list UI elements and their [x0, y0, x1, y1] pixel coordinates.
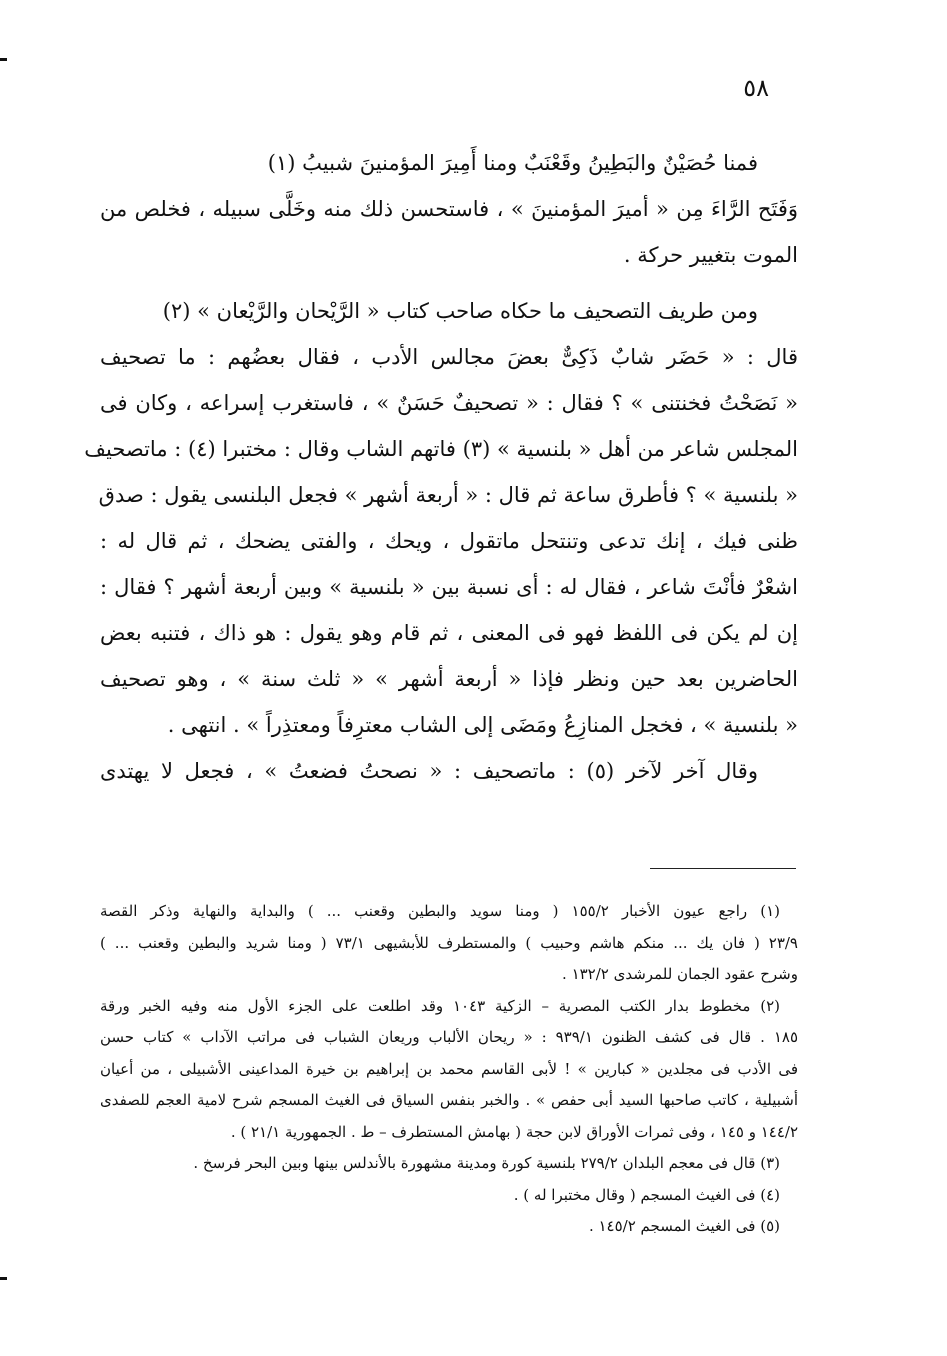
text-line: « نَصَحْتُ فخنتنى » ؟ فقال : « تصحيفٌ حَسَنٌ » ، فاستغرب إسراعه ، وكان فى	[100, 391, 798, 415]
footnote-line: فى الأدب فى مجلدين « كبارين » ! لأبى القاسم محمد بن إبراهيم بن خيرة المداعينى الأشبيلى ، من أعيان	[100, 1059, 798, 1078]
footnote-line: أشبيلية ، كاتب صاحبها السيد أبى حفص » . والخبر بنفس السياق فى الغيث المسجم شرح لامية العجم للصفدى	[100, 1091, 798, 1109]
footnote-line: (٥) فى الغيث المسجم ١٤٥/٢ .	[588, 1217, 780, 1235]
footnote-line: ١٤٤/٢ و ١٤٥ ، وفى ثمرات الأوراق لابن حجة ( بهامش المستطرف – ط . الجمهورية ٢١/١ ) .	[230, 1122, 798, 1141]
text-line: المجلس شاعر من أهل « بلنسية » (٣) فاتهم الشاب وقال : مختبرا (٤) : ماتصحيف	[84, 437, 798, 461]
text-line: ظنى فيك ، إنك تدعى وتنتحل ماتقول ، ويحك ، والفتى يضحك ، ثم قال له :	[100, 529, 798, 553]
margin-mark-top	[0, 58, 7, 61]
footnote-line: ١٨٥ . قال فى كشف الظنون ٩٣٩/١ : « ريحان الألباب وريعان الشباب فى مراتب الآداب » كتاب حسن	[100, 1028, 798, 1046]
text-line: ومن طريف التصحيف ما حكاه صاحب كتاب « الرَّيْحان والرَّيْعان » (٢)	[162, 299, 758, 323]
footnote-line: ٢٣/٩ ( فان يك ... منكم هاشم وحبيب ) والمستطرف للأبشيهى ٧٣/١ ( ومنا شريد والبطين وقعنب ... )	[100, 933, 798, 952]
text-line: قال : « حَضَر شابٌ ذَكِىٌّ بعضَ مجالس الأدب ، فقال بعضُهم : ما تصحيف	[100, 345, 798, 369]
footnote-line: (١) راجع عيون الأخبار ١٥٥/٢ ( ومنا سويد والبطين وقعنب ... ) والبداية والنهاية وذكر القصة	[100, 902, 780, 920]
text-line: اشعْرٌ فأنْتَ شاعر ، فقال له : أى نسبة بين « بلنسية » وبين أربعة أشهر ؟ فقال :	[100, 575, 798, 599]
text-line: « بلنسية » ؟ فأطرق ساعة ثم قال : « أربعة أشهر » فجعل البلنسى يقول : صدق	[98, 483, 798, 507]
footnote-separator	[650, 868, 796, 869]
page-number: ٥٨	[743, 74, 769, 102]
text-line: الموت بتغيير حركة .	[623, 243, 798, 267]
footnote-line: (٣) قال فى معجم البلدان ٢٧٩/٢ بلنسية كورة ومدينة مشهورة بالأندلس بينها وبين البحر فرسخ .	[193, 1154, 780, 1172]
footnote-line: (٤) فى الغيث المسجم ( وقال مختبرا له ) .	[513, 1185, 780, 1204]
text-line: إن لم يكن فى اللفظ فهو فى المعنى ، ثم قام وهو يقول : هو ذاك ، فتنبه بعض	[100, 621, 798, 645]
text-line: فمنا حُصَيْنٌ والبَطِينُ وقَعْنَبٌ ومنا أَمِيرَ المؤمنينَ شبيبُ (١)	[267, 151, 758, 175]
text-line: وَفَتَح الرَّاءَ مِن « أميرَ المؤمنينَ » ، فاستحسن ذلك منه وخَلَّى سبيله ، فخلص من	[100, 197, 798, 221]
footnotes	[100, 896, 798, 1243]
main-text	[84, 140, 798, 794]
footnote-line: (٢) مخطوط بدار الكتب المصرية – الزكية ١٠٤٣ وقد اطلعت على الجزء الأول منه وفيه الخبر ورقة	[100, 996, 781, 1015]
text-line: « بلنسية » ، فخجل المنازِعُ ومَضَى إلى الشاب معترِفاً ومعتذِراً » . انتهى .	[167, 713, 798, 737]
footnote-line: وشرح عقود الجمان للمرشدى ١٣٢/٢ .	[562, 965, 798, 983]
margin-mark-bottom	[0, 1277, 7, 1280]
text-line: الحاضرين بعد حين ونظر فإذا « أربعة أشهر » « ثلث سنة » ، وهو تصحيف	[100, 667, 798, 691]
text-line: وقال آخر لآخر (٥) : ماتصحيف : « نصحتُ فضعتُ » ، فجعل لا يهتدى	[100, 759, 758, 783]
